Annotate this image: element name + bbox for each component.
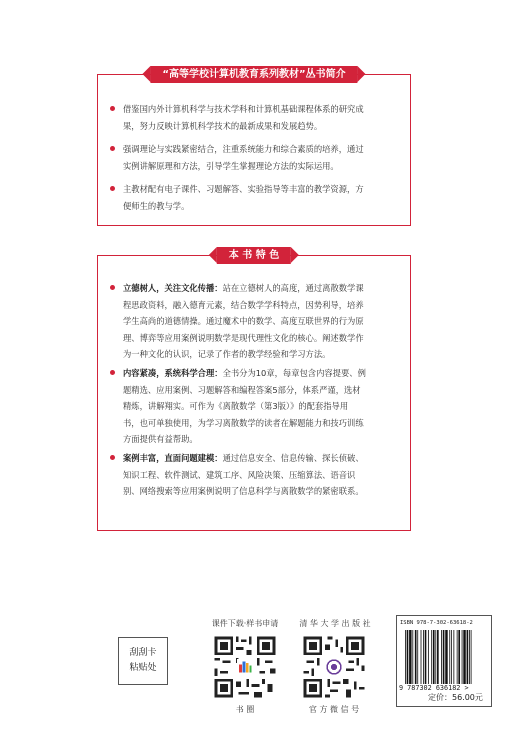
price-label: 定价：56.00元 xyxy=(428,693,483,702)
qr1-caption: 课件下载·样书申请 xyxy=(211,619,279,628)
series-intro-box xyxy=(97,69,411,226)
series-item-line: 借鉴国内外计算机科学与技术学科和计算机基础课程体系的研究成 xyxy=(123,104,364,114)
barcode-bar xyxy=(449,630,450,684)
feature-line: 方面提供有益帮助。 xyxy=(123,434,198,444)
barcode-bar xyxy=(431,630,432,684)
series-item-line: 主教材配有电子课件、习题解答、实验指导等丰富的教学资源，方 xyxy=(123,184,364,194)
bullet-icon xyxy=(110,106,115,111)
feature-line: 精炼，讲解翔实。可作为《离散数学（第3版）》的配套指导用 xyxy=(123,401,349,411)
bullet-icon xyxy=(110,455,115,460)
barcode-bar xyxy=(407,630,409,684)
series-item xyxy=(110,141,388,174)
scratch-card-label: 刮刮卡 xyxy=(129,648,157,658)
bullet-icon xyxy=(110,370,115,375)
feature-lead: 内容紧凑，系统科学合理： xyxy=(123,368,223,378)
barcode-bar xyxy=(451,630,452,684)
scratch-card-label: 粘贴处 xyxy=(129,663,157,673)
feature-lead: 立德树人，关注文化传播： xyxy=(123,283,223,293)
barcode-bar xyxy=(405,630,406,684)
qr-code-icon xyxy=(212,634,278,700)
barcode-bar xyxy=(453,630,454,684)
barcode-bar xyxy=(415,630,417,684)
barcode-bar xyxy=(428,630,429,684)
qr1-label: 书 圈 xyxy=(235,705,255,714)
barcode-bar xyxy=(435,630,436,684)
feature-lead: 案例丰富，直面问题建模： xyxy=(123,453,223,463)
feature-line: 书，也可单独使用，为学习离散数学的读者在解题能力和技巧训练 xyxy=(123,417,364,428)
features-box xyxy=(97,250,411,531)
barcode-bar xyxy=(467,630,469,684)
series-item xyxy=(110,181,388,214)
barcode-bar xyxy=(423,630,424,684)
barcode-bar xyxy=(443,630,445,684)
series-item-line: 强调理论与实践紧密结合，注重系统能力和综合素质的培养，通过 xyxy=(123,144,364,154)
feature-line: 通过信息安全、信息传输、探长侦破、 xyxy=(222,453,364,463)
barcode-bar xyxy=(462,630,463,684)
bullet-icon xyxy=(110,146,115,151)
feature-line: 题精选、应用案例、习题解答和编程答案5部分，体系严谨，选材 xyxy=(123,384,361,395)
features-title: 本 书 特 色 xyxy=(217,247,291,264)
barcode-bar xyxy=(437,630,439,684)
feature-item xyxy=(110,365,388,448)
series-item-line: 果，努力反映计算机科学技术的最新成果和发展趋势。 xyxy=(123,120,323,131)
feature-line: 理、博弈等应用案例说明数学是现代理性文化的核心。阐述数学作 xyxy=(123,332,364,343)
barcode-bar xyxy=(458,630,460,684)
qr-code-icon xyxy=(301,634,367,700)
feature-line: 别、网络搜索等应用案例说明了信息科学与离散数学的紧密联系。 xyxy=(123,486,364,496)
barcode-bar xyxy=(425,630,427,684)
scratch-card-area xyxy=(118,637,168,685)
isbn-text: ISBN 978-7-302-63618-2 xyxy=(400,620,473,626)
barcode-bar xyxy=(409,630,411,684)
bullet-icon xyxy=(110,186,115,191)
barcode-bar xyxy=(463,630,465,684)
series-item-line: 实例讲解原理和方法，引导学生掌握理论方法的实际运用。 xyxy=(123,160,339,171)
barcode-icon xyxy=(405,630,483,684)
feature-line: 程思政资料，融入德育元素，结合数学学科特点，因势利导，培养 xyxy=(123,299,364,310)
barcode-bar xyxy=(457,630,458,684)
feature-line: 学生高尚的道德情操。通过魔术中的数学、高度互联世界的行为原 xyxy=(123,316,364,326)
feature-line: 全书分为10章，每章包含内容提要、例 xyxy=(222,368,366,378)
barcode-bar xyxy=(469,630,470,684)
barcode-bar xyxy=(445,630,447,684)
qr2-caption: 清 华 大 学 出 版 社 xyxy=(299,619,371,628)
barcode-bar xyxy=(412,630,413,684)
series-item-line: 便师生的教与学。 xyxy=(123,200,190,211)
barcode-bar xyxy=(433,630,435,684)
feature-item xyxy=(110,280,388,363)
feature-line: 为一种文化的认识，记录了作者的教学经验和学习方法。 xyxy=(123,349,331,359)
barcode-bar xyxy=(421,630,422,684)
feature-line: 知识工程、软件测试、建筑工序、风险决策、压缩算法、语音识 xyxy=(123,469,356,480)
barcode-bar xyxy=(417,630,418,684)
series-item xyxy=(110,101,388,134)
barcode-bar xyxy=(471,630,472,684)
qr2-label: 官 方 微 信 号 xyxy=(308,705,360,714)
barcode-digits: 9 787302 636182 > xyxy=(399,684,469,692)
series-intro-title: “高等学校计算机教育系列教材”丛书简介 xyxy=(150,66,357,83)
bullet-icon xyxy=(110,285,115,290)
barcode-bar xyxy=(441,630,442,684)
feature-line: 站在立德树人的高度，通过离散数学课 xyxy=(222,283,364,293)
feature-item xyxy=(110,450,388,500)
